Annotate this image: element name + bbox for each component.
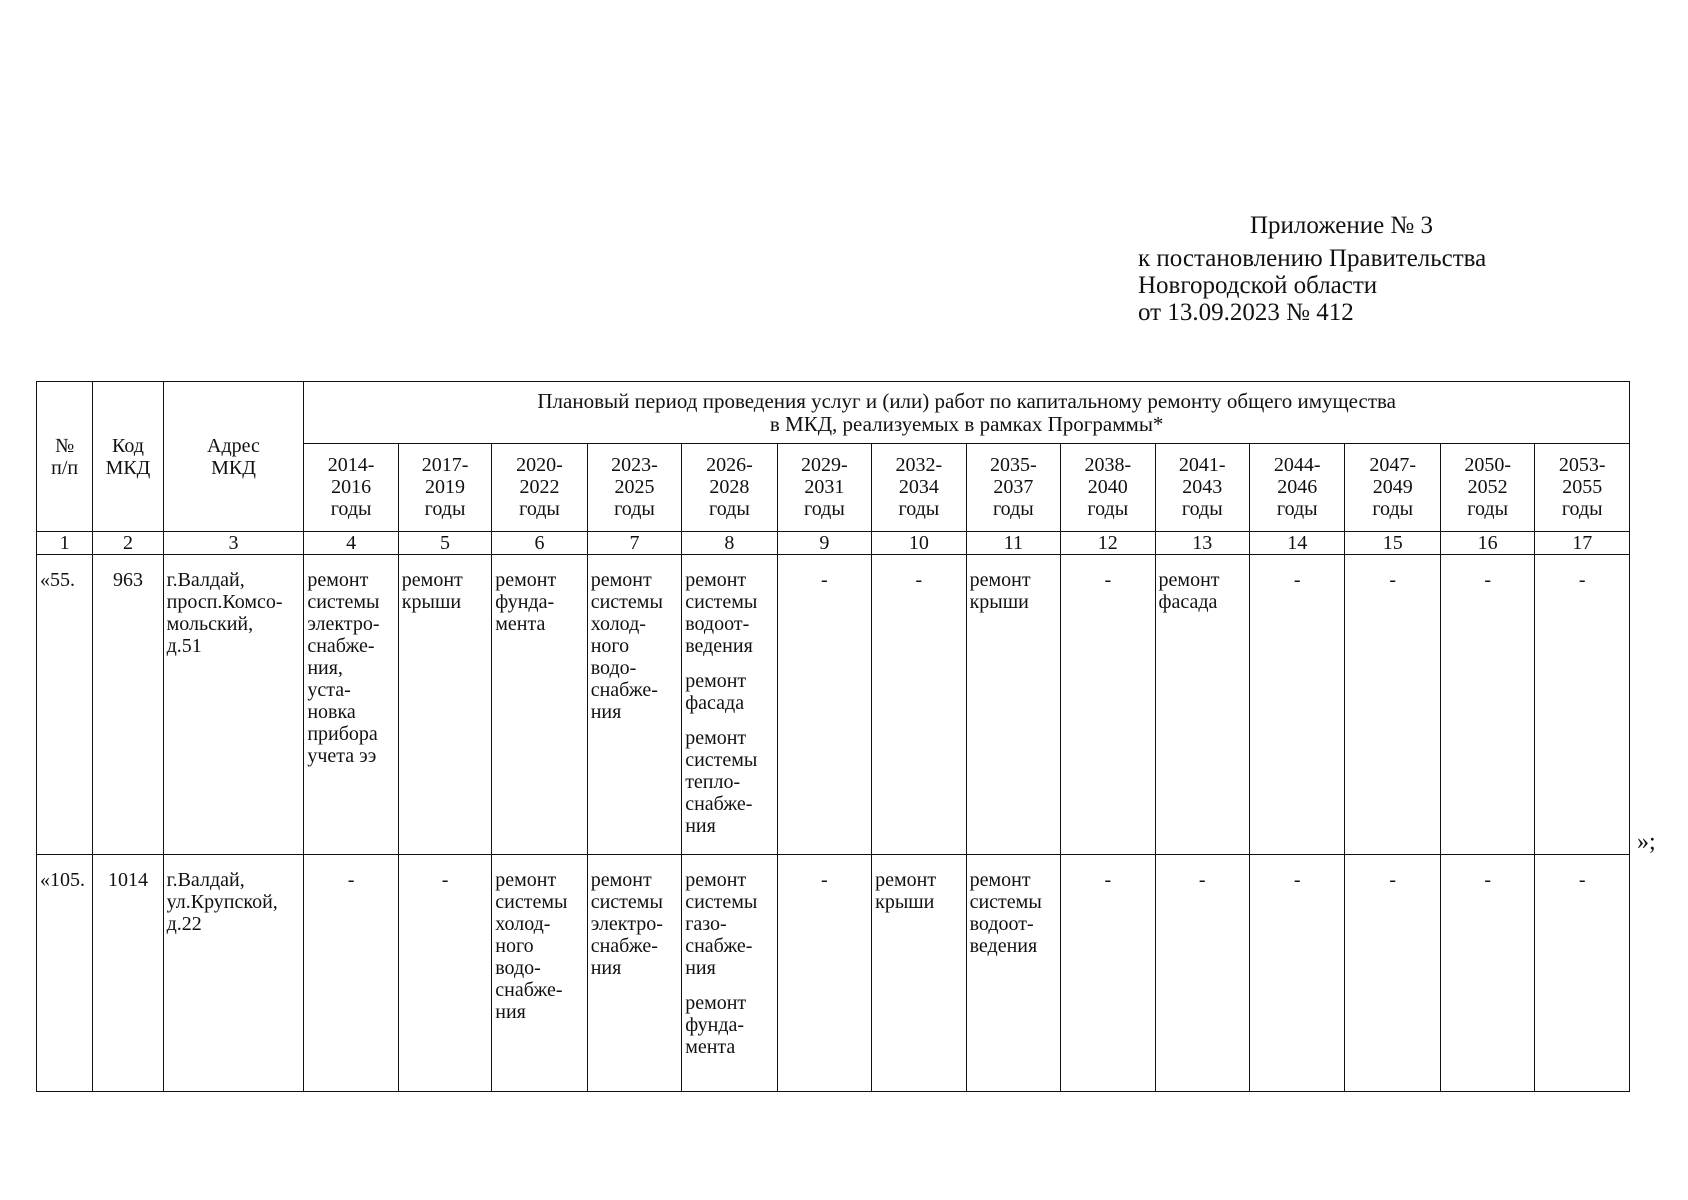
repair-works-cell: [587, 855, 681, 1092]
header-year-period: 2041- 2043 годы: [1155, 444, 1249, 532]
column-number: 12: [1061, 532, 1155, 555]
repair-works-cell: [1250, 555, 1345, 855]
appendix-header: [1138, 212, 1486, 326]
repair-works-cell: [1061, 855, 1155, 1092]
repair-work-item: -: [1389, 569, 1397, 591]
repair-works-cell: [1155, 855, 1249, 1092]
table-row: [37, 555, 1630, 855]
row-number-cell: «55.: [37, 555, 93, 855]
repair-work-item: ремонт фасада: [685, 670, 747, 714]
repair-work-item: ремонт системы водоот- ведения: [685, 569, 758, 657]
column-number: 1: [37, 532, 93, 555]
appendix-line-3: от 13.09.2023 № 412: [1138, 299, 1354, 326]
repair-work-item: -: [821, 569, 828, 591]
column-number: 10: [872, 532, 966, 555]
building-code-cell: 1014: [93, 855, 163, 1092]
column-number: 2: [93, 532, 163, 555]
repair-work-item: ремонт системы холод- ного водо- снабже- ния: [495, 869, 568, 1023]
repair-work-item: -: [1389, 869, 1397, 891]
repair-work-item: -: [347, 869, 355, 891]
repair-work-item: ремонт системы тепло- снабже- ния: [685, 727, 758, 837]
repair-works-cell: [1250, 855, 1345, 1092]
repair-works-cell: [1345, 855, 1440, 1092]
repair-works-cell: [966, 555, 1060, 855]
repair-work-item: ремонт системы электро- снабже- ния, уста- новка прибора учета ээ: [307, 569, 380, 767]
repair-works-cell: [304, 555, 398, 855]
header-year-period: 2026- 2028 годы: [682, 444, 777, 532]
header-year-period: 2038- 2040 годы: [1061, 444, 1155, 532]
repair-works-cell: [1440, 555, 1534, 855]
header-year-period: 2023- 2025 годы: [587, 444, 681, 532]
repair-works-cell: [1061, 555, 1155, 855]
repair-works-cell: [492, 555, 587, 855]
repair-work-item: ремонт фасада: [1158, 569, 1220, 613]
repair-work-item: -: [1198, 869, 1206, 891]
repair-works-cell: [1535, 855, 1630, 1092]
column-number: 4: [304, 532, 398, 555]
header-year-period: 2035- 2037 годы: [966, 444, 1060, 532]
building-code-cell: 963: [93, 555, 163, 855]
column-number: 3: [163, 532, 304, 555]
header-year-period: 2047- 2049 годы: [1345, 444, 1440, 532]
appendix-title: Приложение № 3: [1250, 212, 1434, 239]
repair-works-cell: [872, 555, 966, 855]
column-number: 8: [682, 532, 777, 555]
repair-work-item: -: [1484, 569, 1491, 591]
column-number: 7: [587, 532, 681, 555]
appendix-line-2: Новгородской области: [1138, 272, 1378, 299]
repair-work-item: ремонт крыши: [401, 569, 463, 613]
header-building-address: Адрес МКД: [163, 382, 304, 532]
repair-work-item: -: [1104, 569, 1112, 591]
repair-work-item: ремонт крыши: [969, 569, 1031, 613]
repair-works-cell: [492, 855, 587, 1092]
repair-work-item: ремонт фунда- мента: [495, 569, 557, 635]
repair-work-item: -: [915, 569, 923, 591]
header-building-code: Код МКД: [93, 382, 163, 532]
repair-works-cell: [1440, 855, 1534, 1092]
repair-work-item: ремонт фунда- мента: [685, 992, 747, 1058]
repair-work-item: -: [1578, 869, 1586, 891]
repair-work-item: ремонт системы холод- ного водо- снабже- ния: [590, 569, 663, 723]
column-number: 6: [492, 532, 587, 555]
table-row: [37, 855, 1630, 1092]
header-planned-period: Плановый период проведения услуг и (или) работ по капитальному ремонту общего имущества в МКД, реализуемых в рамках Программы*: [304, 382, 1630, 444]
header-row-number: № п/п: [37, 382, 93, 532]
appendix-line-1: к постановлению Правительства: [1138, 245, 1487, 272]
header-year-period: 2053- 2055 годы: [1535, 444, 1630, 532]
repair-work-item: -: [821, 869, 828, 891]
repair-works-cell: [587, 555, 681, 855]
repair-works-cell: [966, 855, 1060, 1092]
repair-work-item: -: [441, 869, 449, 891]
header-year-period: 2032- 2034 годы: [872, 444, 966, 532]
repair-works-cell: [1535, 555, 1630, 855]
repair-works-cell: [872, 855, 966, 1092]
repair-work-item: ремонт системы газо- снабже- ния: [685, 869, 758, 979]
repair-work-item: -: [1293, 869, 1301, 891]
header-year-period: 2020- 2022 годы: [492, 444, 587, 532]
repair-work-item: -: [1104, 869, 1112, 891]
repair-works-cell: [1345, 555, 1440, 855]
header-year-period: 2017- 2019 годы: [398, 444, 491, 532]
repair-works-cell: [398, 855, 491, 1092]
header-year-period: 2014- 2016 годы: [304, 444, 398, 532]
repair-works-cell: [682, 555, 777, 855]
column-number: 9: [777, 532, 871, 555]
repair-works-cell: [682, 855, 777, 1092]
column-number: 16: [1440, 532, 1534, 555]
repair-work-item: ремонт системы электро- снабже- ния: [590, 869, 663, 979]
repair-works-cell: [398, 555, 491, 855]
row-number-cell: «105.: [37, 855, 93, 1092]
column-number: 13: [1155, 532, 1249, 555]
building-address-cell: г.Валдай, ул.Крупской, д.22: [163, 855, 304, 1092]
repair-work-item: -: [1578, 569, 1586, 591]
column-number: 5: [398, 532, 491, 555]
repair-work-item: -: [1484, 869, 1491, 891]
column-number: 11: [966, 532, 1060, 555]
header-year-period: 2029- 2031 годы: [777, 444, 871, 532]
repair-work-item: ремонт крыши: [875, 869, 937, 913]
building-address-cell: г.Валдай, просп.Комсо- мольский, д.51: [163, 555, 304, 855]
repair-schedule-table: [36, 381, 1630, 1092]
repair-works-cell: [1155, 555, 1249, 855]
column-number: 15: [1345, 532, 1440, 555]
repair-works-cell: [777, 855, 871, 1092]
header-year-period: 2050- 2052 годы: [1440, 444, 1534, 532]
repair-works-cell: [304, 855, 398, 1092]
closing-quote-mark: »;: [1637, 829, 1656, 855]
column-number: 17: [1535, 532, 1630, 555]
repair-work-item: ремонт системы водоот- ведения: [969, 869, 1042, 957]
column-number: 14: [1250, 532, 1345, 555]
repair-work-item: -: [1293, 569, 1301, 591]
header-year-period: 2044- 2046 годы: [1250, 444, 1345, 532]
repair-works-cell: [777, 555, 871, 855]
